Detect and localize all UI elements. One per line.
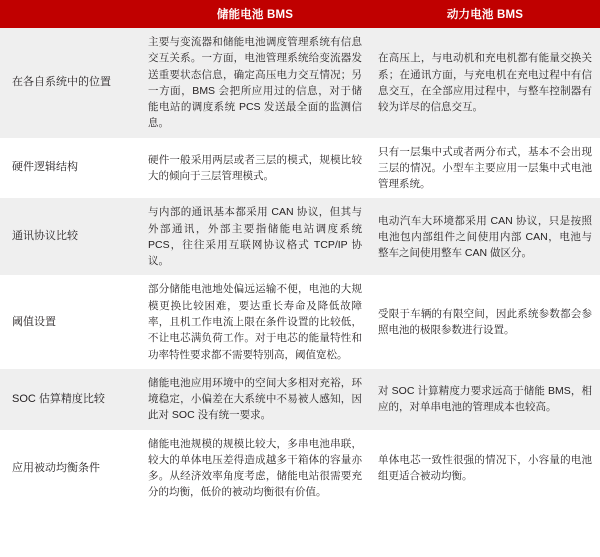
row-label-balancing: 应用被动均衡条件 [0, 430, 140, 507]
table-row [0, 430, 600, 507]
table-row [0, 28, 600, 138]
cell-ev-hardware: 只有一层集中式或者两分布式，基本不会出现三层的情况。小型车主要应用一层集中式电池管理系统。 [370, 138, 600, 199]
row-label-threshold: 阈值设置 [0, 275, 140, 368]
cell-ev-protocol: 电动汽车大环境都采用 CAN 协议，只是按照电池包内部组件之间使用内部 CAN，电池与整车之间使用整车 CAN 做区分。 [370, 198, 600, 275]
cell-ev-threshold: 受限于车辆的有限空间，因此系统参数都会参照电池的极限参数进行设置。 [370, 275, 600, 368]
cell-ev-balancing: 单体电芯一致性很强的情况下，小容量的电池组更适合被动均衡。 [370, 430, 600, 507]
table-row [0, 138, 600, 199]
table-row [0, 198, 600, 275]
cell-ess-hardware: 硬件一般采用两层或者三层的模式，规模比较大的倾向于三层管理模式。 [140, 138, 370, 199]
cell-ess-protocol: 与内部的通讯基本都采用 CAN 协议，但其与外部通讯，外部主要指储能电站调度系统 PCS，往往采用互联网协议格式 TCP/IP 协议。 [140, 198, 370, 275]
table-header-row [0, 0, 600, 28]
header-ev-bms: 动力电池 BMS [370, 0, 600, 28]
table-row [0, 275, 600, 368]
header-ess-bms: 储能电池 BMS [140, 0, 370, 28]
cell-ev-position: 在高压上，与电动机和充电机都有能量交换关系；在通讯方面，与充电机在充电过程中有信息交互，在全部应用过程中，与整车控制器有较为详尽的信息交互。 [370, 28, 600, 138]
cell-ess-balancing: 储能电池规模的规模比较大，多串电池串联，较大的单体电压差得造成越多干箱体的容量亦多。从经济效率角度考虑，储能电站很需要充分的均衡，低价的被动均衡很有价值。 [140, 430, 370, 507]
cell-ess-threshold: 部分储能电池地处偏远运输不便，电池的大规模更换比较困难，要达重长寿命及降低故障率，且机工作电流上限在条件设置的比较低，不让电芯满负荷工作。对于电芯的能量特性和功率特性要求都不需要特别高，阈值宽松。 [140, 275, 370, 368]
cell-ess-position: 主要与变流器和储能电池调度管理系统有信息交互关系。一方面，电池管理系统给变流器发送重要状态信息，确定高压电力交互情况；另一方面，BMS 会把所应用过的信息，对于储能电站的调度系统 PCS 发送最全面的监测信息。 [140, 28, 370, 138]
table-body [0, 28, 600, 507]
cell-ess-soc: 储能电池应用环境中的空间大多相对充裕，环境稳定，小偏差在大系统中不易被人感知，因此对 SOC 没有统一要求。 [140, 369, 370, 430]
table-row [0, 369, 600, 430]
header-label-column [0, 0, 140, 28]
row-label-protocol: 通讯协议比较 [0, 198, 140, 275]
row-label-soc: SOC 估算精度比较 [0, 369, 140, 430]
cell-ev-soc: 对 SOC 计算精度力要求远高于储能 BMS，相应的，对单串电池的管理成本也较高。 [370, 369, 600, 430]
row-label-position: 在各自系统中的位置 [0, 28, 140, 138]
table-header [0, 0, 600, 28]
row-label-hardware: 硬件逻辑结构 [0, 138, 140, 199]
